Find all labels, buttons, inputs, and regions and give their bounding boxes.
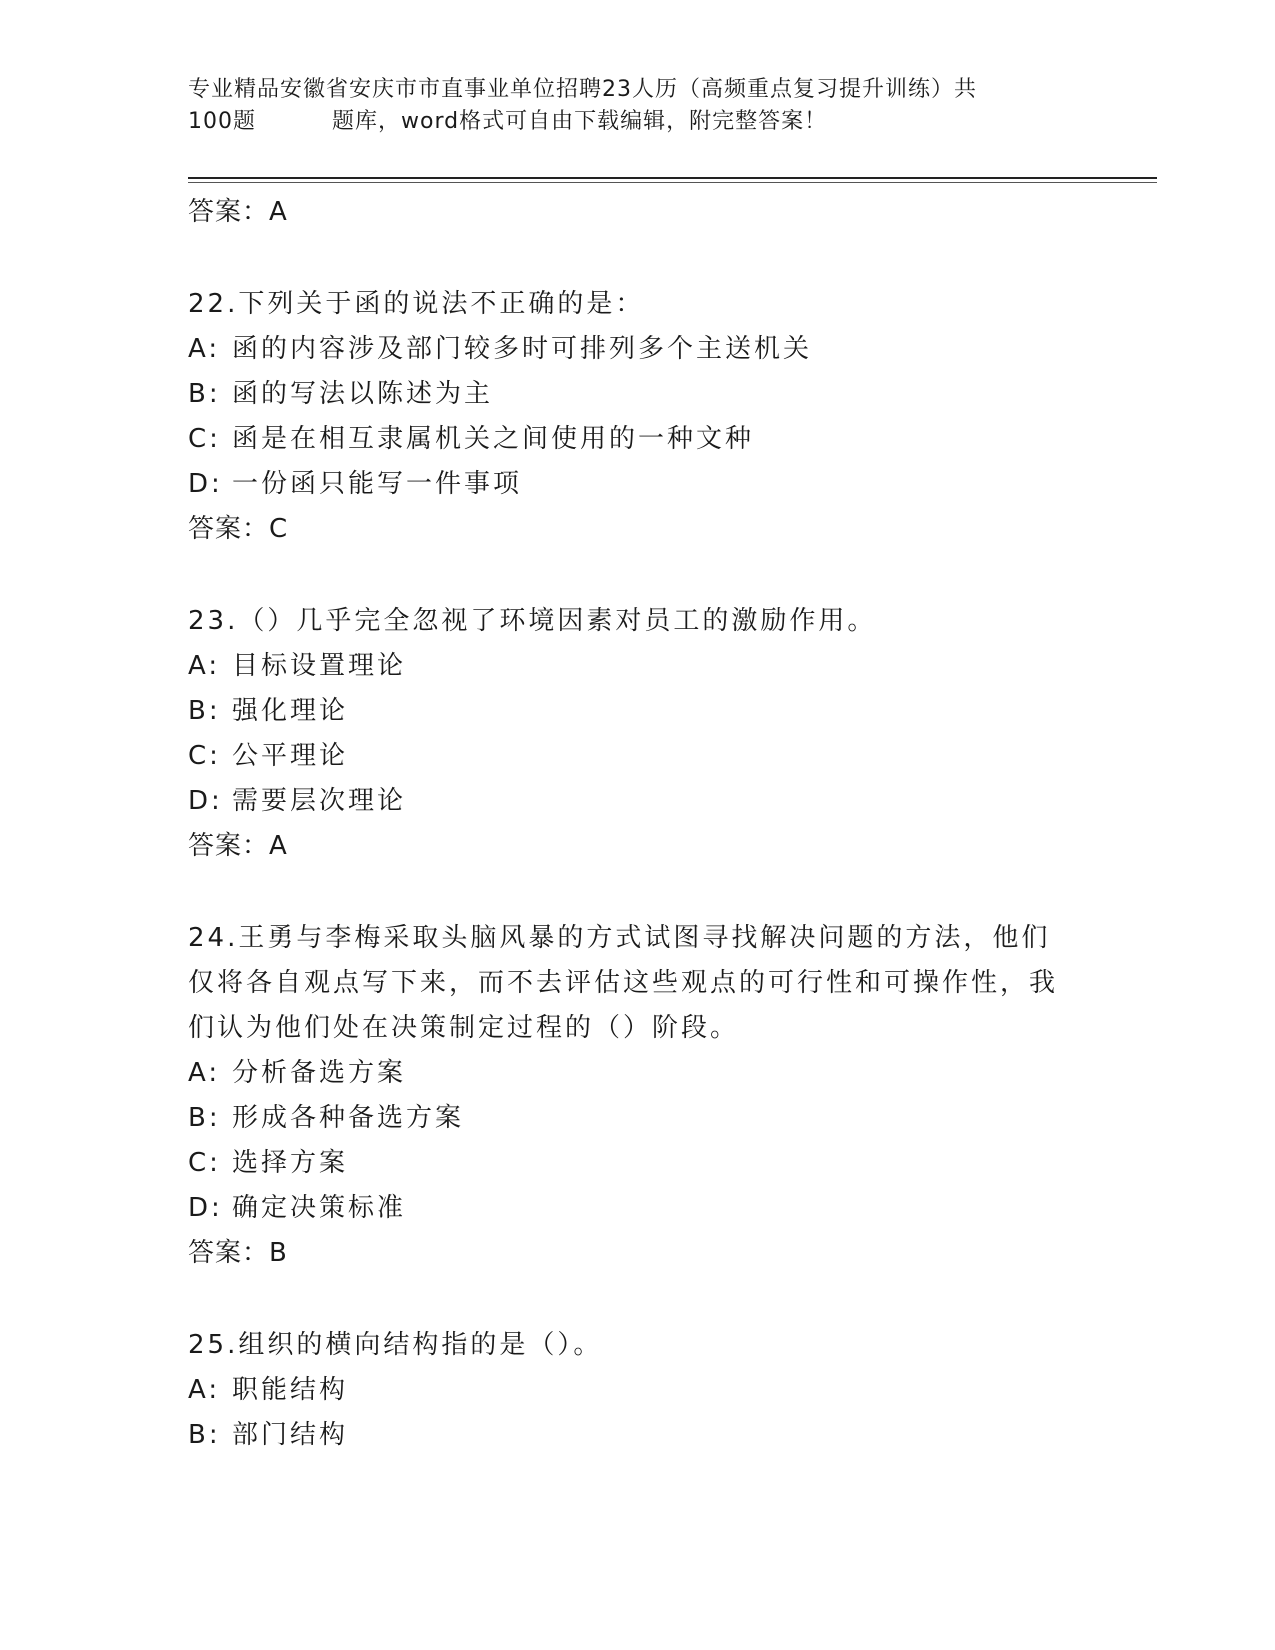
option-letter: A:	[188, 1375, 221, 1405]
option-text: 一份函只能写一件事项	[232, 469, 523, 499]
header-question-count: 100题	[188, 109, 256, 134]
option-b	[188, 689, 1148, 734]
option-text: 选择方案	[232, 1148, 349, 1178]
question-stem: 22.下列关于函的说法不正确的是：	[188, 289, 645, 319]
option-c	[188, 734, 1148, 779]
option-text: 函的写法以陈述为主	[232, 379, 494, 409]
option-text: 分析备选方案	[232, 1058, 407, 1088]
option-letter: B:	[188, 1420, 221, 1450]
option-a	[188, 1368, 1148, 1413]
option-letter: D:	[188, 1193, 223, 1223]
option-letter: B:	[188, 1103, 221, 1133]
option-a	[188, 1051, 1148, 1096]
option-b	[188, 1413, 1148, 1458]
header-divider-thin	[188, 182, 1157, 183]
option-text: 目标设置理论	[232, 651, 407, 681]
option-a	[188, 327, 1148, 372]
option-b	[188, 372, 1148, 417]
option-letter: B:	[188, 379, 221, 409]
answer-line: 答案：A	[188, 197, 288, 227]
option-c	[188, 417, 1148, 462]
option-text: 公平理论	[232, 741, 349, 771]
header-divider-thick	[188, 177, 1157, 179]
option-text: 部门结构	[232, 1420, 349, 1450]
option-letter: A:	[188, 1058, 221, 1088]
option-letter: A:	[188, 334, 221, 364]
option-d	[188, 779, 1148, 824]
header-subtitle: 题库，word格式可自由下载编辑，附完整答案！	[332, 109, 828, 134]
option-letter: D:	[188, 469, 223, 499]
option-text: 需要层次理论	[232, 786, 407, 816]
question-list	[188, 190, 1148, 1458]
question-item	[188, 282, 1148, 551]
document-header	[188, 74, 1048, 138]
option-letter: A:	[188, 651, 221, 681]
option-d	[188, 462, 1148, 507]
option-text: 函的内容涉及部门较多时可排列多个主送机关	[232, 334, 813, 364]
option-text: 形成各种备选方案	[232, 1103, 465, 1133]
header-title-line2	[188, 106, 1048, 138]
option-letter: C:	[188, 741, 221, 771]
question-stem: 23.（）几乎完全忽视了环境因素对员工的激励作用。	[188, 606, 877, 636]
option-letter: B:	[188, 696, 221, 726]
answer-line: 答案：A	[188, 831, 288, 861]
option-text: 强化理论	[232, 696, 349, 726]
question-item	[188, 599, 1148, 868]
question-stem: 24.王勇与李梅采取头脑风暴的方式试图寻找解决问题的方法，他们仅将各自观点写下来，而不去评估这些观点的可行性和可操作性，我们认为他们处在决策制定过程的（）阶段。	[188, 923, 1059, 1043]
option-letter: C:	[188, 424, 221, 454]
header-gap	[256, 106, 332, 138]
option-letter: D:	[188, 786, 223, 816]
option-text: 确定决策标准	[232, 1193, 407, 1223]
header-title-line1: 专业精品安徽省安庆市市直事业单位招聘23人历（高频重点复习提升训练）共	[188, 77, 977, 102]
option-b	[188, 1096, 1148, 1141]
question-item	[188, 916, 1148, 1275]
option-letter: C:	[188, 1148, 221, 1178]
option-c	[188, 1141, 1148, 1186]
question-stem: 25.组织的横向结构指的是（）。	[188, 1330, 603, 1360]
option-text: 职能结构	[232, 1375, 349, 1405]
answer-line: 答案：C	[188, 514, 289, 544]
question-item	[188, 1323, 1148, 1458]
answer-line: 答案：B	[188, 1238, 288, 1268]
option-d	[188, 1186, 1148, 1231]
option-a	[188, 644, 1148, 689]
option-text: 函是在相互隶属机关之间使用的一种文种	[232, 424, 755, 454]
